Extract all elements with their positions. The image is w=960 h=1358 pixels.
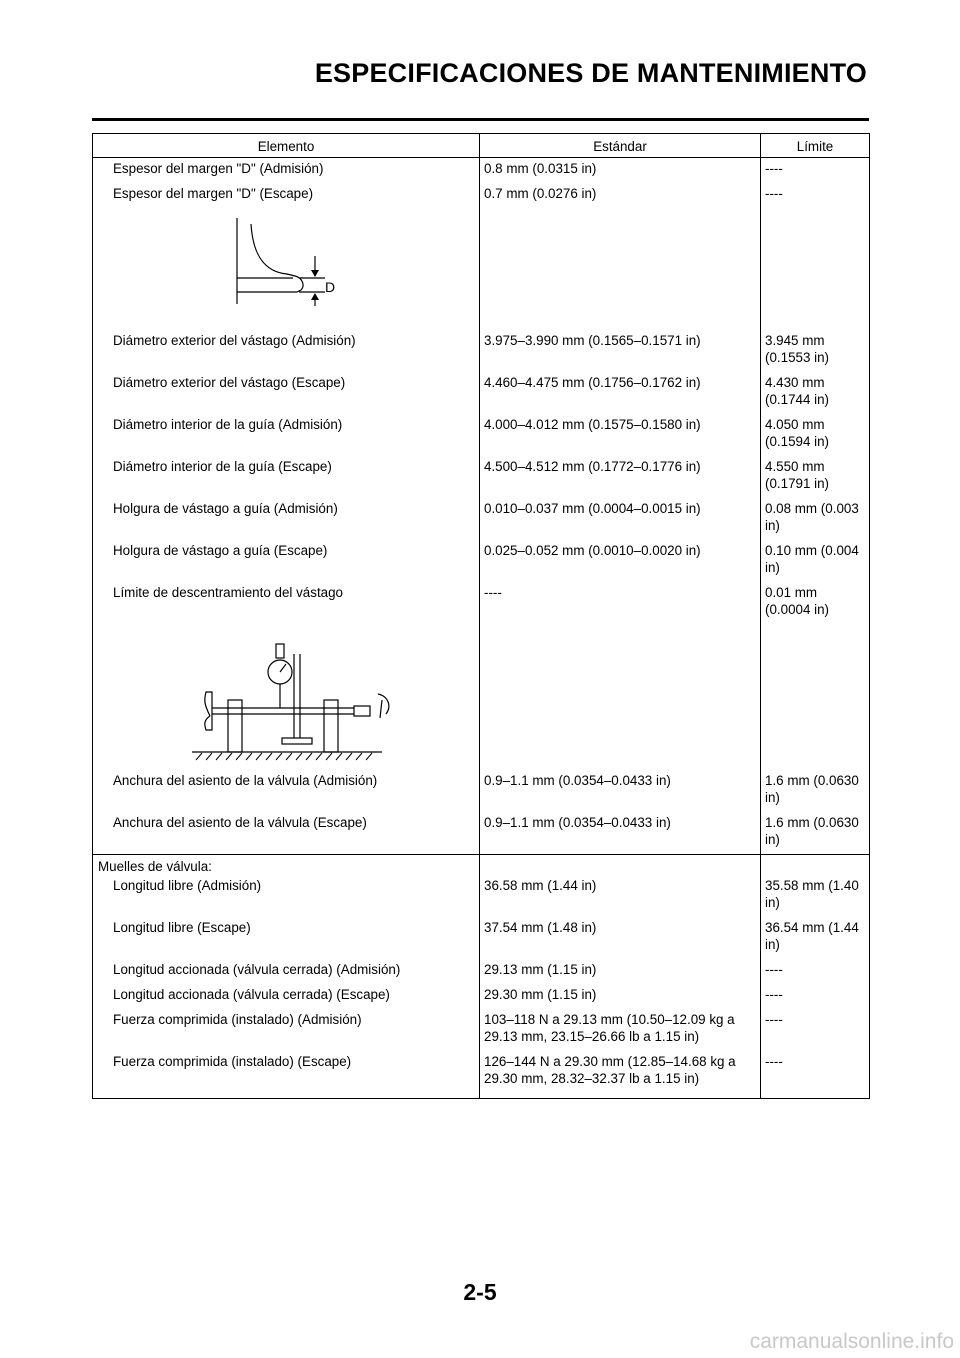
- standard-cell: ----: [480, 582, 761, 624]
- column-header-item: Elemento: [93, 134, 480, 158]
- group-label: Muelles de válvula:: [93, 855, 480, 876]
- column-header-standard: Estándar: [480, 134, 761, 158]
- item-cell: Longitud libre (Admisión): [93, 875, 480, 917]
- limit-cell: 0.10 mm (0.004 in): [761, 540, 870, 582]
- item-cell: Diámetro interior de la guía (Escape): [93, 456, 480, 498]
- item-cell: Diámetro exterior del vástago (Escape): [93, 372, 480, 414]
- limit-cell: ----: [761, 1051, 870, 1099]
- item-cell: Holgura de vástago a guía (Admisión): [93, 498, 480, 540]
- table-row: [93, 959, 870, 984]
- limit-cell: 36.54 mm (1.44 in): [761, 917, 870, 959]
- table-row: [93, 875, 870, 917]
- item-cell: Anchura del asiento de la válvula (Admisión): [93, 770, 480, 812]
- standard-cell: 0.010–0.037 mm (0.0004–0.0015 in): [480, 498, 761, 540]
- page-number: 2-5: [463, 1279, 497, 1305]
- limit-cell: 1.6 mm (0.0630 in): [761, 770, 870, 812]
- limit-cell: 4.050 mm (0.1594 in): [761, 414, 870, 456]
- standard-cell: 29.30 mm (1.15 in): [480, 984, 761, 1009]
- item-cell: Longitud libre (Escape): [93, 917, 480, 959]
- item-cell: Holgura de vástago a guía (Escape): [93, 540, 480, 582]
- limit-cell: ----: [761, 1009, 870, 1051]
- table-row: [93, 1051, 870, 1099]
- table-row: [93, 158, 870, 184]
- table-row: [93, 984, 870, 1009]
- table-row: [93, 456, 870, 498]
- item-cell: Fuerza comprimida (instalado) (Admisión): [93, 1009, 480, 1051]
- table-row: [93, 372, 870, 414]
- standard-cell: 3.975–3.990 mm (0.1565–0.1571 in): [480, 330, 761, 372]
- standard-cell: 4.460–4.475 mm (0.1756–0.1762 in): [480, 372, 761, 414]
- column-header-limit: Límite: [761, 134, 870, 158]
- item-cell: Límite de descentramiento del vástago: [93, 582, 480, 624]
- limit-cell: 0.08 mm (0.003 in): [761, 498, 870, 540]
- table-row: [93, 812, 870, 855]
- limit-cell: 4.550 mm (0.1791 in): [761, 456, 870, 498]
- item-cell: Longitud accionada (válvula cerrada) (Admisión): [93, 959, 480, 984]
- stem-runout-diagram: [182, 634, 412, 764]
- item-cell: Espesor del margen "D" (Admisión): [93, 158, 480, 184]
- limit-cell: ----: [761, 158, 870, 184]
- limit-cell: ----: [761, 984, 870, 1009]
- standard-cell: 0.8 mm (0.0315 in): [480, 158, 761, 184]
- standard-cell: 0.9–1.1 mm (0.0354–0.0433 in): [480, 770, 761, 812]
- page-title: ESPECIFICACIONES DE MANTENIMIENTO: [314, 58, 867, 88]
- table-row: [93, 498, 870, 540]
- item-cell: Anchura del asiento de la válvula (Escape): [93, 812, 480, 855]
- group-row: [93, 855, 870, 876]
- limit-cell: 3.945 mm (0.1553 in): [761, 330, 870, 372]
- standard-cell: 0.9–1.1 mm (0.0354–0.0433 in): [480, 812, 761, 855]
- table-row: [93, 1009, 870, 1051]
- table-row: [93, 582, 870, 624]
- standard-cell: 36.58 mm (1.44 in): [480, 875, 761, 917]
- standard-cell: 0.7 mm (0.0276 in): [480, 183, 761, 208]
- table-row: [93, 770, 870, 812]
- margin-label-d: D: [325, 279, 336, 295]
- standard-cell: 0.025–0.052 mm (0.0010–0.0020 in): [480, 540, 761, 582]
- item-cell: Fuerza comprimida (instalado) (Escape): [93, 1051, 480, 1099]
- table-header-row: [93, 134, 870, 158]
- table-row: [93, 183, 870, 208]
- standard-cell: 4.000–4.012 mm (0.1575–0.1580 in): [480, 414, 761, 456]
- standard-cell: 37.54 mm (1.48 in): [480, 917, 761, 959]
- limit-cell: ----: [761, 959, 870, 984]
- item-cell: Longitud accionada (válvula cerrada) (Escape): [93, 984, 480, 1009]
- title-rule: [92, 118, 869, 121]
- spec-table: [92, 133, 870, 1099]
- item-cell: Espesor del margen "D" (Escape): [93, 183, 480, 208]
- limit-cell: 0.01 mm (0.0004 in): [761, 582, 870, 624]
- limit-cell: 1.6 mm (0.0630 in): [761, 812, 870, 855]
- figure-row: [93, 624, 870, 770]
- standard-cell: 29.13 mm (1.15 in): [480, 959, 761, 984]
- limit-cell: ----: [761, 183, 870, 208]
- item-cell: Diámetro exterior del vástago (Admisión): [93, 330, 480, 372]
- limit-cell: 35.58 mm (1.40 in): [761, 875, 870, 917]
- figure-row: [93, 208, 870, 330]
- table-row: [93, 330, 870, 372]
- item-cell: Diámetro interior de la guía (Admisión): [93, 414, 480, 456]
- standard-cell: 4.500–4.512 mm (0.1772–0.1776 in): [480, 456, 761, 498]
- table-row: [93, 917, 870, 959]
- table-row: [93, 540, 870, 582]
- standard-cell: 103–118 N a 29.13 mm (10.50–12.09 kg a 29.13 mm, 23.15–26.66 lb a 1.15 in): [480, 1009, 761, 1051]
- limit-cell: 4.430 mm (0.1744 in): [761, 372, 870, 414]
- table-row: [93, 414, 870, 456]
- valve-margin-diagram: [207, 216, 347, 316]
- standard-cell: 126–144 N a 29.30 mm (12.85–14.68 kg a 29.30 mm, 28.32–32.37 lb a 1.15 in): [480, 1051, 761, 1099]
- watermark: carmanualsonline.info: [749, 1330, 954, 1353]
